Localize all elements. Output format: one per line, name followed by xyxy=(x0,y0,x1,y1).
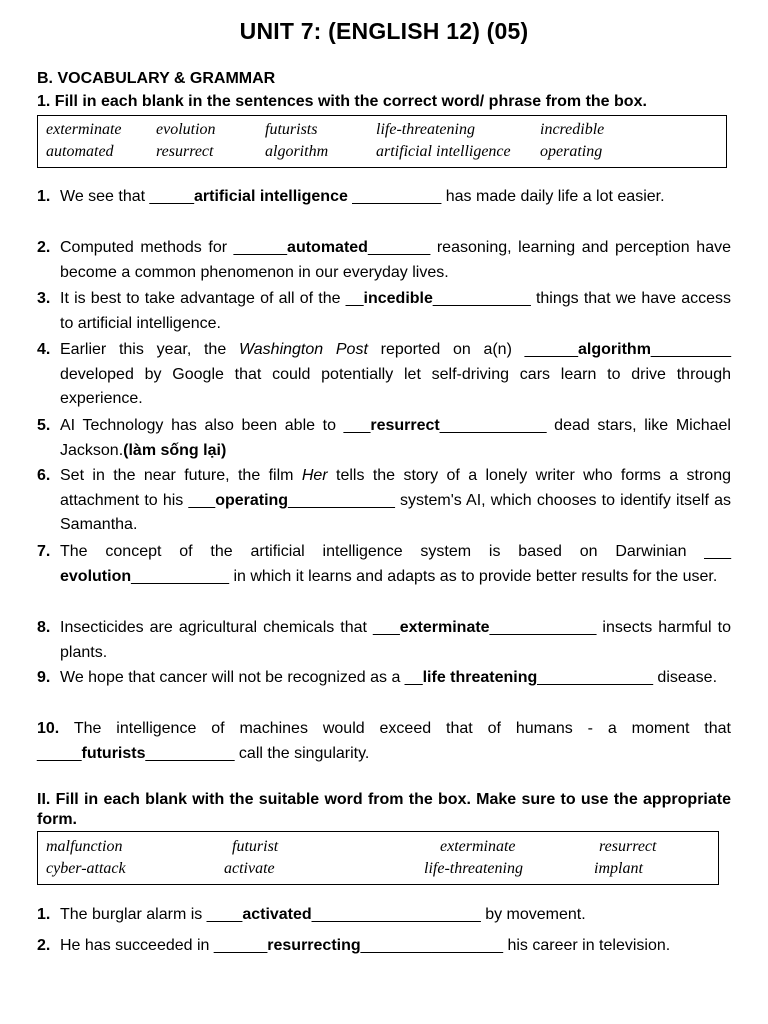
answer[interactable]: resurrect xyxy=(370,417,440,434)
box-word: operating xyxy=(540,143,603,160)
blank[interactable]: _____________ xyxy=(537,669,653,686)
item-text: by movement. xyxy=(480,906,586,923)
item-number: 7. xyxy=(37,543,51,560)
item-text: developed by Google that could potentially let self-driving cars learn to drive through experience. xyxy=(60,365,731,407)
item-text: Set in the near future, the film xyxy=(60,467,302,484)
exercise-item-3 xyxy=(37,287,731,336)
box-word: malfunction xyxy=(46,838,123,855)
item-text: things that we have access to artificial intelligence. xyxy=(60,290,731,332)
exercise-item-5 xyxy=(37,414,731,463)
answer[interactable]: algorithm xyxy=(578,341,651,358)
exercise-item-6 xyxy=(37,464,731,538)
part2-item-1 xyxy=(37,903,731,928)
blank[interactable]: __ xyxy=(404,669,423,686)
blank[interactable]: ___________ xyxy=(432,290,531,307)
blank[interactable]: ___________________ xyxy=(311,906,481,923)
blank[interactable]: ________________ xyxy=(360,937,504,954)
item-text: We hope that cancer will not be recognized as a xyxy=(60,669,405,686)
box-word: algorithm xyxy=(265,143,329,160)
item-text: reasoning, learning and perception have become a common phenomenon in our everyday lives. xyxy=(60,239,731,281)
item-text: It is best to take advantage of all of the xyxy=(60,290,346,307)
item-text: system's AI, which chooses to identify itself as Samantha. xyxy=(60,491,731,533)
blank[interactable]: ____________ xyxy=(288,491,395,509)
blank[interactable]: _________ xyxy=(650,341,732,358)
answer[interactable]: life threatening xyxy=(422,669,538,686)
item-text: The concept of the artificial intelligence system is based on Darwinian xyxy=(60,543,705,560)
item-number: 10. xyxy=(37,720,60,737)
exercise-item-7 xyxy=(37,540,731,589)
item-text: dead stars, like Michael Jackson. xyxy=(60,417,731,459)
answer[interactable]: incedible xyxy=(363,290,433,307)
box-word: life-threatening xyxy=(424,860,523,877)
blank[interactable]: _______ xyxy=(367,239,431,256)
item-number: 5. xyxy=(37,417,51,434)
page-title: UNIT 7: (ENGLISH 12) (05) xyxy=(239,18,529,44)
answer[interactable]: futurists xyxy=(81,744,146,762)
item-number: 8. xyxy=(37,619,51,636)
box-word: incredible xyxy=(540,121,605,138)
exercise-item-8 xyxy=(37,616,731,665)
item-number: 9. xyxy=(37,669,51,686)
translation-note: (làm sống lại) xyxy=(123,441,227,459)
newspaper-name: Washington Post xyxy=(238,341,368,358)
box-word: artificial intelligence xyxy=(376,143,511,160)
blank[interactable]: ___ xyxy=(188,491,216,509)
box-word: futurists xyxy=(265,121,318,138)
blank[interactable]: ______ xyxy=(524,341,579,358)
blank[interactable]: ____________ xyxy=(439,417,547,434)
box-word: cyber-attack xyxy=(46,860,126,877)
item-text: tells the story of a lonely writer who forms a strong attachment to his xyxy=(60,467,731,509)
box-word: implant xyxy=(594,860,643,877)
item-number: 1. xyxy=(37,906,51,923)
box-word: futurist xyxy=(232,838,279,855)
item-text: He has succeeded in xyxy=(60,937,214,954)
item-text: his career in television. xyxy=(503,937,671,954)
film-title: Her xyxy=(301,467,328,484)
blank[interactable]: ____________ xyxy=(489,619,597,636)
part2-instruction: II. Fill in each blank with the suitable word from the box. Make sure to use the appropriate form. xyxy=(37,791,731,828)
word-box-1 xyxy=(37,115,727,168)
exercise-item-4 xyxy=(37,338,731,412)
answer[interactable]: evolution xyxy=(60,567,132,585)
answer[interactable]: artificial intelligence xyxy=(194,188,348,205)
box-word: automated xyxy=(46,143,114,160)
blank[interactable]: __ xyxy=(345,290,364,307)
answer[interactable]: resurrecting xyxy=(267,937,361,954)
blank[interactable]: _____ xyxy=(149,188,195,205)
part2-item-2 xyxy=(37,933,731,959)
item-number: 1. xyxy=(37,188,51,205)
box-word: life-threatening xyxy=(376,121,475,138)
item-text: Computed methods for xyxy=(60,239,234,256)
box-word: activate xyxy=(224,860,275,877)
blank[interactable]: ______ xyxy=(213,937,268,954)
box-word: resurrect xyxy=(156,143,214,160)
answer[interactable]: activated xyxy=(242,906,312,923)
answer[interactable]: automated xyxy=(287,239,368,256)
word-box-2 xyxy=(37,831,719,885)
blank[interactable]: ____ xyxy=(206,906,243,923)
blank[interactable]: ___ xyxy=(704,543,731,560)
exercise-item-2 xyxy=(37,236,731,285)
box-word: resurrect xyxy=(599,838,657,855)
item-text: insects harmful to plants. xyxy=(60,619,731,661)
exercise-item-9 xyxy=(37,666,731,691)
answer[interactable]: exterminate xyxy=(399,619,490,636)
item-text: has made daily life a lot easier. xyxy=(441,188,665,205)
blank[interactable]: ___________ xyxy=(131,567,229,585)
exercise-item-10 xyxy=(37,717,731,766)
box-word: exterminate xyxy=(46,121,122,138)
item-text: reported on a(n) xyxy=(367,341,525,358)
blank[interactable]: ______ xyxy=(233,239,288,256)
item-number: 3. xyxy=(37,290,51,307)
item-number: 2. xyxy=(37,239,51,256)
item-text: disease. xyxy=(652,669,718,686)
box-word: exterminate xyxy=(440,838,516,855)
part1-instruction: 1. Fill in each blank in the sentences with the correct word/ phrase from the box. xyxy=(37,93,647,110)
item-number: 2. xyxy=(37,937,51,954)
blank[interactable]: __________ xyxy=(145,744,235,762)
item-number: 4. xyxy=(37,341,51,358)
blank[interactable]: ___ xyxy=(373,619,400,636)
blank[interactable]: ___ xyxy=(343,417,371,434)
item-text: The intelligence of machines would exceed that of humans - a moment that xyxy=(59,720,731,737)
blank[interactable]: __________ xyxy=(347,188,442,205)
item-text: We see that xyxy=(60,188,150,205)
item-text: Insecticides are agricultural chemicals that xyxy=(60,619,374,636)
item-number: 6. xyxy=(37,467,51,484)
exercise-item-1 xyxy=(37,185,731,210)
item-text: call the singularity. xyxy=(234,744,370,762)
box-word: evolution xyxy=(156,121,216,138)
item-text: in which it learns and adapts as to provide better results for the user. xyxy=(229,567,718,585)
blank[interactable]: _____ xyxy=(37,744,82,762)
answer[interactable]: operating xyxy=(215,491,289,509)
item-text: AI Technology has also been able to xyxy=(60,417,344,434)
item-text: The burglar alarm is xyxy=(60,906,207,923)
item-text: Earlier this year, the xyxy=(60,341,239,358)
section-heading: B. VOCABULARY & GRAMMAR xyxy=(37,70,276,87)
